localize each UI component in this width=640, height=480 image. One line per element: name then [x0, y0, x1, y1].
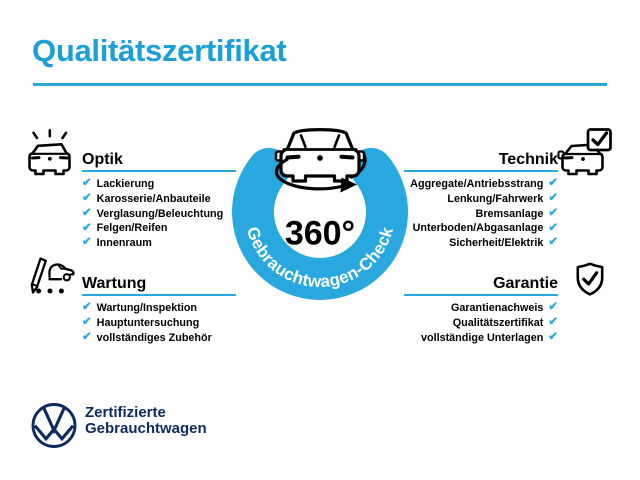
- list-item: vollständige Unterlagen ✔: [420, 330, 558, 344]
- list-item: ✔ Felgen/Reifen: [82, 221, 168, 235]
- check-icon: ✔: [82, 330, 92, 343]
- footer-label-line1: Zertifizierte: [85, 404, 166, 421]
- pen-car-checklist-icon: [28, 254, 76, 298]
- section-underline: [404, 294, 558, 296]
- check-icon: ✔: [548, 236, 558, 249]
- center-value: 360°: [284, 214, 356, 253]
- section-underline: [82, 294, 236, 296]
- section-underline: [404, 170, 558, 172]
- 360-check-badge: [222, 116, 418, 306]
- list-item: Bremsanlage ✔: [475, 206, 558, 220]
- list-item: ✔ Wartung/Inspektion: [82, 301, 198, 315]
- optik-item-list: [82, 177, 236, 250]
- section-optik: [82, 150, 236, 250]
- car-rotation-icon: [276, 130, 365, 193]
- section-wartung: [82, 274, 236, 345]
- garantie-item-list: [404, 301, 558, 345]
- page-title: Qualitätszertifikat: [32, 33, 287, 68]
- list-item: Garantienachweis ✔: [450, 301, 558, 315]
- shield-check-icon: [574, 260, 606, 298]
- list-item: ✔ Karosserie/Anbauteile: [82, 192, 211, 205]
- check-icon: ✔: [82, 206, 92, 219]
- list-item: ✔ Verglasung/Beleuchtung: [82, 206, 224, 220]
- section-underline: [82, 170, 236, 172]
- check-icon: ✔: [82, 192, 92, 205]
- list-item: ✔ Hauptuntersuchung: [82, 316, 200, 329]
- car-shine-icon: [24, 122, 76, 178]
- list-item: Lenkung/Fahrwerk ✔: [447, 192, 558, 205]
- list-item: Unterboden/Abgasanlage ✔: [412, 221, 558, 235]
- technik-item-list: [404, 177, 558, 250]
- car-checkbox-icon: [554, 126, 616, 178]
- list-item: ✔ Innenraum: [82, 236, 152, 249]
- ring-label: Gebrauchtwagen-Check: [242, 224, 398, 292]
- check-icon: ✔: [82, 316, 92, 329]
- check-icon: ✔: [82, 221, 92, 234]
- check-icon: ✔: [548, 192, 558, 205]
- list-item: Aggregate/Antriebsstrang ✔: [410, 177, 558, 191]
- check-icon: ✔: [548, 316, 558, 329]
- title-divider: [33, 83, 607, 86]
- footer-label-line2: Gebrauchtwagen: [85, 419, 207, 437]
- list-item: Qualitätszertifikat ✔: [452, 316, 558, 329]
- check-icon: ✔: [548, 330, 558, 343]
- check-icon: ✔: [548, 221, 558, 234]
- list-item: Sicherheit/Elektrik ✔: [449, 236, 558, 249]
- check-icon: ✔: [82, 236, 92, 249]
- section-title-wartung: Wartung: [82, 275, 147, 292]
- vw-logo: [30, 401, 78, 449]
- check-icon: ✔: [548, 206, 558, 219]
- section-title-optik: Optik: [82, 151, 123, 168]
- check-icon: ✔: [548, 301, 558, 314]
- section-title-garantie: Garantie: [493, 275, 558, 292]
- section-technik: [404, 150, 558, 250]
- list-item: ✔ Lackierung: [82, 177, 155, 191]
- check-icon: ✔: [82, 177, 92, 190]
- list-item: ✔ vollständiges Zubehör: [82, 330, 212, 344]
- wartung-item-list: [82, 301, 236, 345]
- section-title-technik: Technik: [498, 151, 558, 168]
- check-icon: ✔: [548, 177, 558, 190]
- section-garantie: [404, 274, 558, 345]
- footer-label: [85, 405, 207, 436]
- check-icon: ✔: [82, 301, 92, 314]
